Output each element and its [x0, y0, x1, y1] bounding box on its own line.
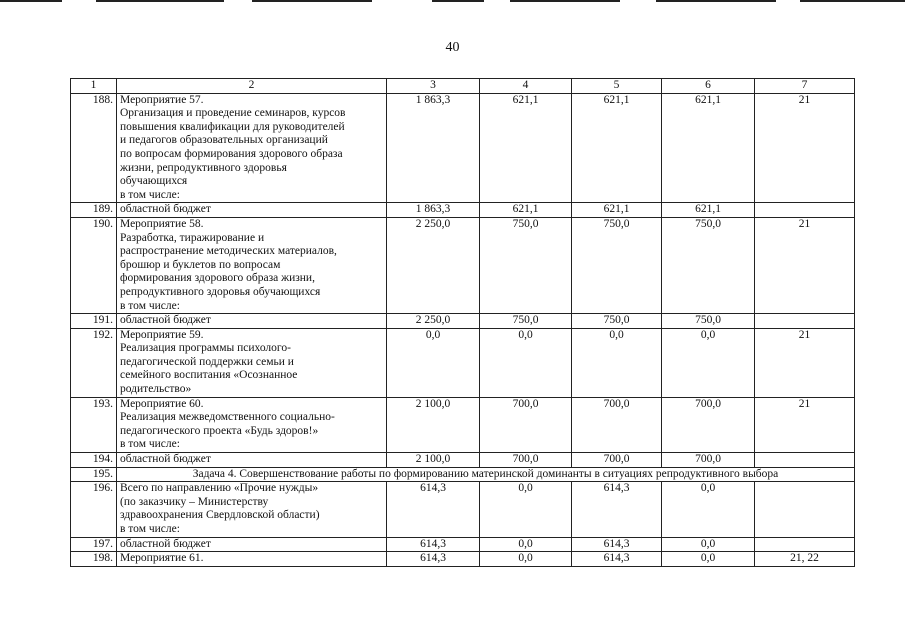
target-ref-cell: 21: [755, 93, 855, 203]
top-rule: [432, 0, 484, 2]
year-value-cell: 750,0: [572, 314, 662, 329]
column-header: 6: [662, 79, 755, 94]
table-row: [71, 217, 855, 313]
top-rule: [510, 0, 620, 2]
year-value-cell: 0,0: [662, 328, 755, 397]
activity-name-cell: областной бюджет: [117, 314, 387, 329]
top-rule: [96, 0, 224, 2]
year-value-cell: 0,0: [480, 482, 572, 537]
year-value-cell: 750,0: [662, 217, 755, 313]
row-number-cell: 196.: [71, 482, 117, 537]
page-number: 40: [445, 40, 460, 55]
target-ref-cell: 21, 22: [755, 552, 855, 567]
year-value-cell: 0,0: [662, 552, 755, 567]
year-value-cell: 614,3: [572, 552, 662, 567]
row-number-cell: 189.: [71, 203, 117, 218]
year-value-cell: 621,1: [662, 93, 755, 203]
total-cell: 614,3: [387, 482, 480, 537]
activity-name-cell: областной бюджет: [117, 203, 387, 218]
total-cell: 1 863,3: [387, 93, 480, 203]
header-row: [71, 79, 855, 94]
row-number-cell: 197.: [71, 537, 117, 552]
target-ref-cell: 21: [755, 328, 855, 397]
total-cell: 614,3: [387, 552, 480, 567]
table-row: [71, 314, 855, 329]
table-body: [71, 79, 855, 567]
activity-name-cell: Мероприятие 58. Разработка, тиражирование и распространение методических материалов, брошюр и буклетов по вопросам формирования здорового образа жизни, репродуктивного здоровья обучающихся в том числе:: [117, 217, 387, 313]
activity-name-cell: Мероприятие 59. Реализация программы психолого- педагогической поддержки семьи и семейного воспитания «Осознанное родительство»: [117, 328, 387, 397]
task-heading-cell: Задача 4. Совершенствование работы по формированию материнской доминанты в ситуациях репродуктивного выбора: [117, 467, 855, 482]
row-number-cell: 188.: [71, 93, 117, 203]
table-row: [71, 467, 855, 482]
year-value-cell: 621,1: [480, 203, 572, 218]
row-number-cell: 194.: [71, 453, 117, 468]
year-value-cell: 0,0: [572, 328, 662, 397]
year-value-cell: 700,0: [480, 453, 572, 468]
total-cell: 2 100,0: [387, 453, 480, 468]
table-row: [71, 453, 855, 468]
target-ref-cell: [755, 482, 855, 537]
target-ref-cell: 21: [755, 217, 855, 313]
row-number-cell: 198.: [71, 552, 117, 567]
year-value-cell: 614,3: [572, 537, 662, 552]
year-value-cell: 700,0: [572, 397, 662, 452]
row-number-cell: 192.: [71, 328, 117, 397]
table-row: [71, 93, 855, 203]
table-row: [71, 482, 855, 537]
year-value-cell: 0,0: [662, 482, 755, 537]
target-ref-cell: [755, 453, 855, 468]
year-value-cell: 700,0: [480, 397, 572, 452]
top-rule: [800, 0, 905, 2]
column-header: 4: [480, 79, 572, 94]
year-value-cell: 750,0: [662, 314, 755, 329]
table-row: [71, 203, 855, 218]
total-cell: 1 863,3: [387, 203, 480, 218]
total-cell: 0,0: [387, 328, 480, 397]
budget-table: [70, 78, 855, 567]
target-ref-cell: [755, 314, 855, 329]
top-rule: [252, 0, 372, 2]
table-row: [71, 537, 855, 552]
activity-name-cell: Всего по направлению «Прочие нужды» (по заказчику – Министерству здравоохранения Свердловской области) в том числе:: [117, 482, 387, 537]
target-ref-cell: 21: [755, 397, 855, 452]
target-ref-cell: [755, 203, 855, 218]
year-value-cell: 621,1: [572, 203, 662, 218]
year-value-cell: 750,0: [572, 217, 662, 313]
row-number-cell: 193.: [71, 397, 117, 452]
column-header: 1: [71, 79, 117, 94]
year-value-cell: 700,0: [662, 453, 755, 468]
total-cell: 2 250,0: [387, 314, 480, 329]
top-rule: [0, 0, 62, 2]
activity-name-cell: областной бюджет: [117, 453, 387, 468]
top-rule: [656, 0, 776, 2]
row-number-cell: 190.: [71, 217, 117, 313]
year-value-cell: 700,0: [572, 453, 662, 468]
activity-name-cell: областной бюджет: [117, 537, 387, 552]
year-value-cell: 621,1: [572, 93, 662, 203]
activity-name-cell: Мероприятие 57. Организация и проведение семинаров, курсов повышения квалификации для руководителей и педагогов образовательных организаций по вопросам формирования здорового образа жизни, репродуктивного здоровья обучающихся в том числе:: [117, 93, 387, 203]
activity-name-cell: Мероприятие 61.: [117, 552, 387, 567]
column-header: 2: [117, 79, 387, 94]
year-value-cell: 621,1: [480, 93, 572, 203]
total-cell: 614,3: [387, 537, 480, 552]
row-number-cell: 195.: [71, 467, 117, 482]
table-row: [71, 397, 855, 452]
year-value-cell: 700,0: [662, 397, 755, 452]
total-cell: 2 100,0: [387, 397, 480, 452]
table-row: [71, 552, 855, 567]
year-value-cell: 750,0: [480, 217, 572, 313]
year-value-cell: 0,0: [480, 552, 572, 567]
target-ref-cell: [755, 537, 855, 552]
column-header: 3: [387, 79, 480, 94]
column-header: 5: [572, 79, 662, 94]
table-row: [71, 328, 855, 397]
year-value-cell: 0,0: [480, 537, 572, 552]
year-value-cell: 621,1: [662, 203, 755, 218]
year-value-cell: 614,3: [572, 482, 662, 537]
activity-name-cell: Мероприятие 60. Реализация межведомственного социально- педагогического проекта «Будь здоров!» в том числе:: [117, 397, 387, 452]
column-header: 7: [755, 79, 855, 94]
row-number-cell: 191.: [71, 314, 117, 329]
total-cell: 2 250,0: [387, 217, 480, 313]
year-value-cell: 0,0: [662, 537, 755, 552]
year-value-cell: 750,0: [480, 314, 572, 329]
year-value-cell: 0,0: [480, 328, 572, 397]
